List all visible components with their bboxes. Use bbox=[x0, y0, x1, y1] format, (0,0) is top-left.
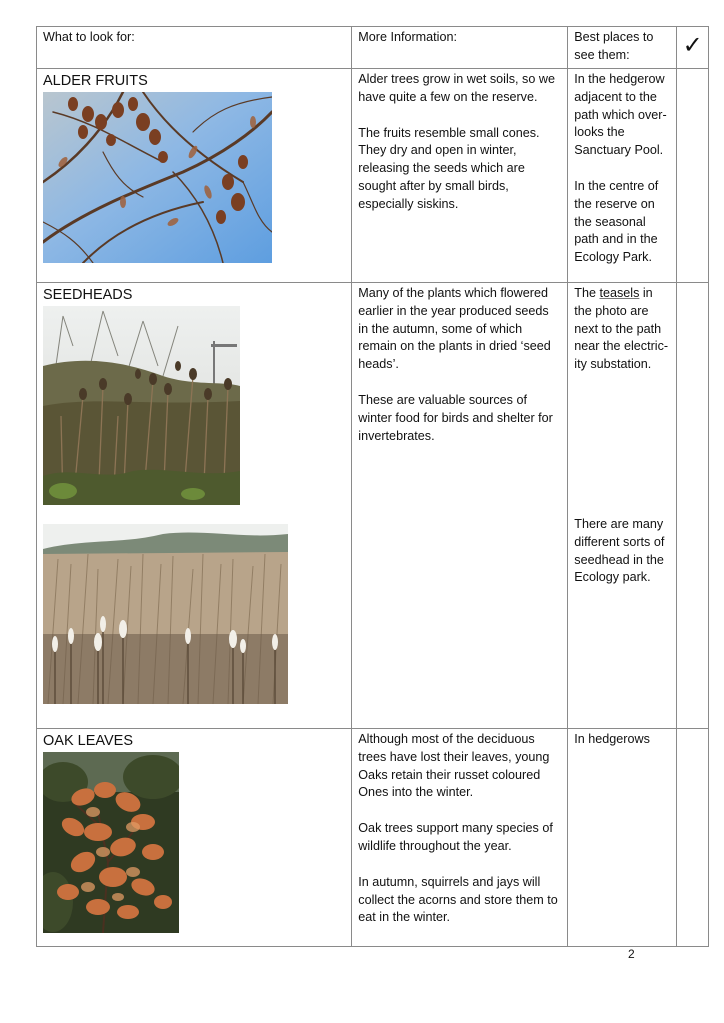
table-row bbox=[37, 69, 709, 283]
header-info: More Information: bbox=[352, 27, 568, 69]
alder-info-1: Alder trees grow in wet soils, so we have quite a few on the reserve. bbox=[358, 72, 555, 104]
seedheads-info-cell bbox=[352, 283, 568, 729]
table-row bbox=[37, 283, 709, 729]
oak-title: OAK LEAVES bbox=[43, 733, 133, 749]
header-places: Best places to see them: bbox=[568, 27, 677, 69]
seedheads-places-lead: The bbox=[574, 286, 596, 300]
alder-info-2: The fruits resemble small cones. They dry and open in winter, releasing the seeds which are sought after by small birds, especially siskins. bbox=[358, 125, 540, 211]
alder-info-cell bbox=[352, 69, 568, 283]
seedheads-places-2: There are many different sorts of seedhead in the Ecology park. bbox=[574, 516, 665, 585]
alder-photo bbox=[43, 92, 272, 263]
seedheads-places-1 bbox=[574, 285, 670, 374]
alder-places-cell bbox=[568, 69, 677, 283]
oak-cell bbox=[37, 729, 352, 947]
oak-info-1: Although most of the deciduous trees have lost their leaves, young Oaks retain their russet coloured Ones into the winter. bbox=[358, 732, 550, 800]
oak-info-3: In autumn, squirrels and jays will collect the acorns and store them to eat in the winter. bbox=[358, 874, 558, 925]
seedheads-places-rest: in the photo are next to the path near the electric-ity substation. bbox=[574, 286, 669, 372]
teasels-word: teasels bbox=[599, 286, 640, 300]
alder-cell bbox=[37, 69, 352, 283]
checklist-table bbox=[36, 26, 709, 947]
header-check: ✓ bbox=[677, 27, 709, 69]
teasels-photo bbox=[43, 306, 240, 505]
table-header-row bbox=[37, 27, 709, 69]
table-row bbox=[37, 729, 709, 947]
seedheads-cell bbox=[37, 283, 352, 729]
oak-check-box[interactable] bbox=[677, 729, 709, 947]
seedheads-info-1: Many of the plants which flowered earlier in the year produced seeds in the autumn, some of which remain on the plants in dried ‘seed heads’. bbox=[358, 286, 551, 372]
seedheads-places-cell bbox=[568, 283, 677, 729]
oak-places-cell bbox=[568, 729, 677, 947]
oak-info-cell bbox=[352, 729, 568, 947]
oak-info-2: Oak trees support many species of wildlife throughout the year. bbox=[358, 821, 553, 853]
alder-title: ALDER FRUITS bbox=[43, 73, 148, 89]
alder-places-1: In the hedgerow adjacent to the path which over-looks the Sanctuary Pool. bbox=[574, 72, 667, 158]
alder-check-box[interactable] bbox=[677, 69, 709, 283]
oak-photo bbox=[43, 752, 179, 933]
seedheads-info-2: These are valuable sources of winter food for birds and shelter for invertebrates. bbox=[358, 392, 553, 443]
reedmace-photo bbox=[43, 524, 288, 704]
oak-places-1: In hedgerows bbox=[574, 732, 650, 746]
seedheads-title: SEEDHEADS bbox=[43, 287, 133, 303]
header-what: What to look for: bbox=[37, 27, 352, 69]
seedheads-check-box[interactable] bbox=[677, 283, 709, 729]
page-number: 2 bbox=[628, 947, 635, 961]
alder-places-2: In the centre of the reserve on the seasonal path and in the Ecology Park. bbox=[574, 178, 659, 265]
